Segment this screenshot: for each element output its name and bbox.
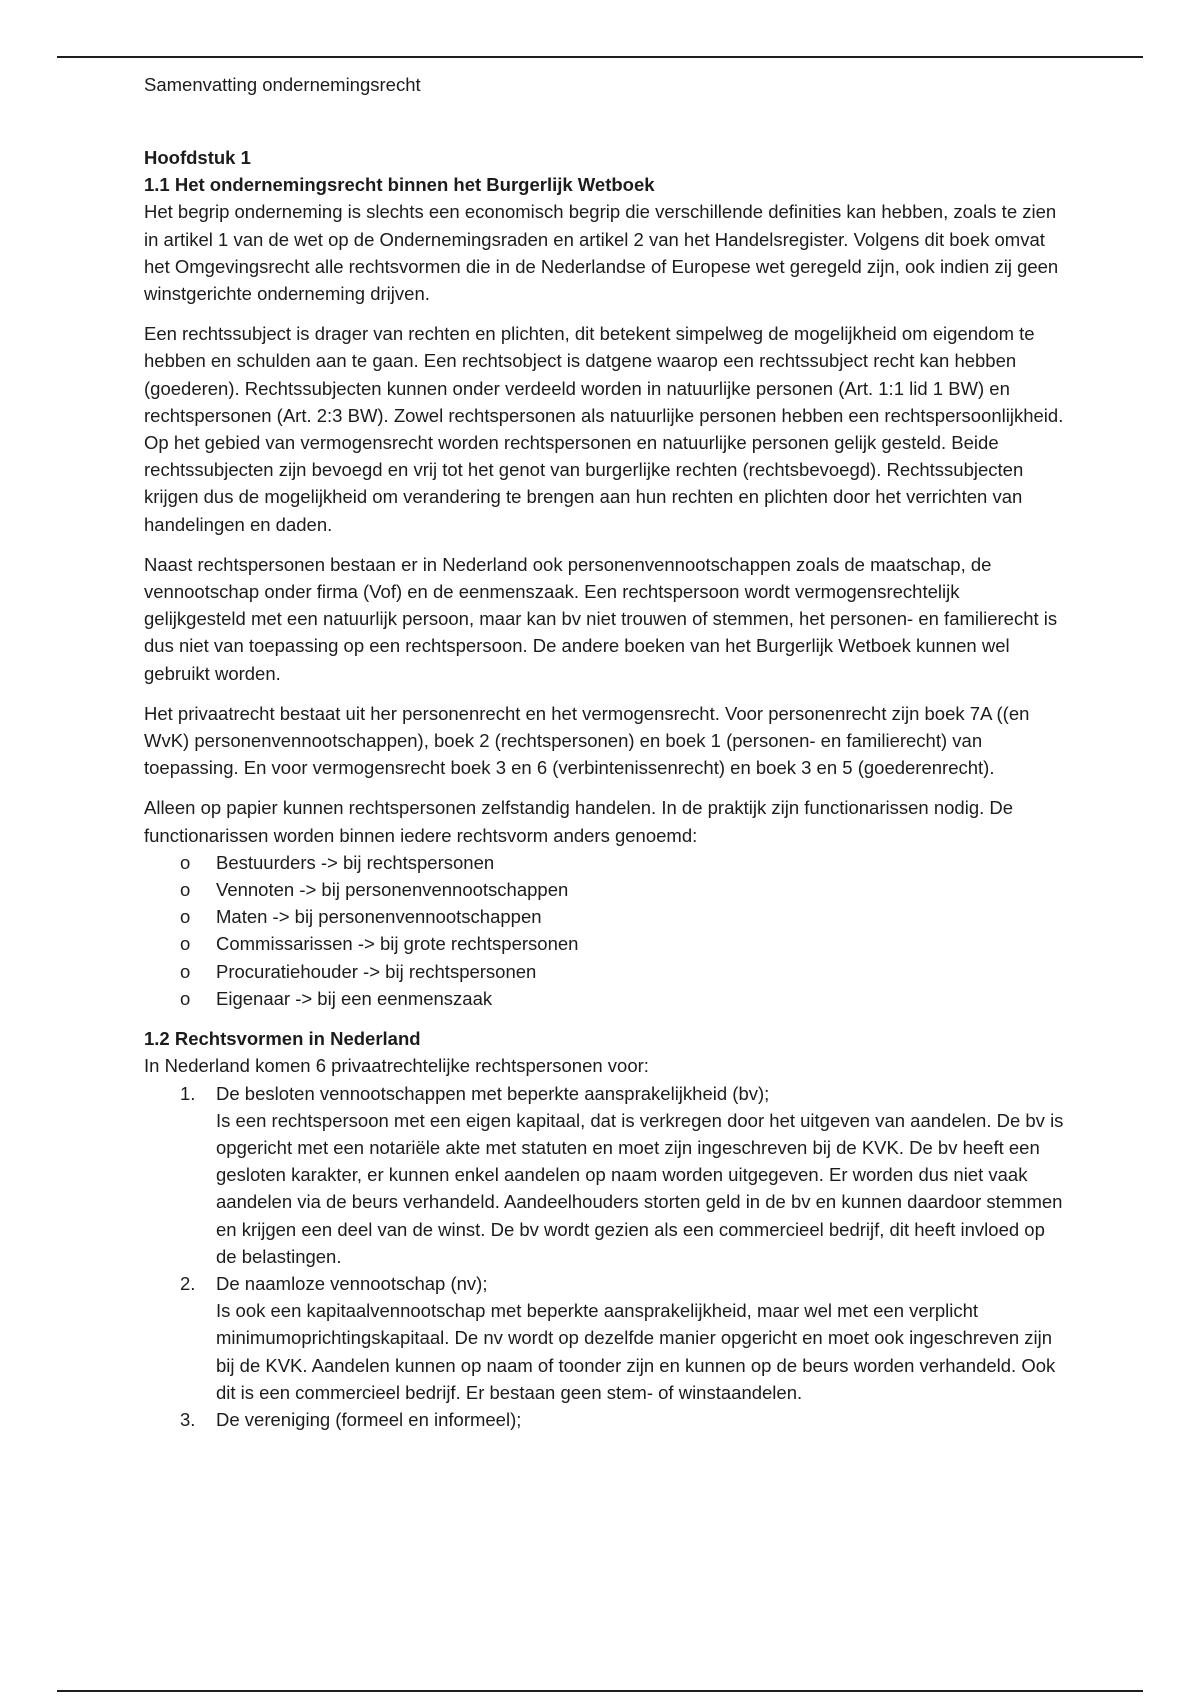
bullet-marker: o (180, 906, 191, 928)
item-body: Is ook een kapitaalvennootschap met beperkte aansprakelijkheid, maar wel met een verplicht minimumoprichtingskapitaal. De nv wordt op dezelfde manier opgericht en moet ook ingeschreven zijn bij de KVK. Aandelen kunnen op naam of toonder zijn en kunnen op de beurs worden verhandeld. Ook dit is een commercieel bedrijf. Er bestaan geen stem- of winstaandelen. (216, 1300, 1056, 1403)
section-heading-1-2: 1.2 Rechtsvormen in Nederland (144, 1028, 421, 1050)
list-item (144, 930, 1064, 957)
paragraph: Naast rechtspersonen bestaan er in Nederland ook personenvennootschappen zoals de maatschap, de vennootschap onder firma (Vof) en de eenmenszaak. Een rechtspersoon wordt vermogensrechtelijk gelijkgesteld met een natuurlijk persoon, maar kan bv niet trouwen of stemmen, het personen- en familierecht is dus niet van toepassing op een rechtspersoon. De andere boeken van het Burgerlijk Wetboek kunnen wel gebruikt worden. (144, 553, 1058, 684)
bullet-marker: o (180, 933, 191, 955)
chapter-title: Hoofdstuk 1 (144, 147, 251, 168)
list-item-text: Eigenaar -> bij een eenmenszaak (216, 987, 493, 1009)
bullet-marker: o (180, 851, 191, 873)
list-item (144, 1080, 1064, 1270)
functionaries-list (144, 849, 1064, 1012)
bullet-marker: o (180, 987, 191, 1009)
header-rule (57, 56, 1143, 58)
bullet-marker: o (180, 960, 191, 982)
list-item-text: Maten -> bij personenvennootschappen (216, 906, 542, 928)
bullet-marker: o (180, 879, 191, 901)
header-title: Samenvatting ondernemingsrecht (144, 74, 421, 95)
list-item-text: Bestuurders -> bij rechtspersonen (216, 851, 495, 873)
list-item (144, 985, 1064, 1012)
list-item-text: Vennoten -> bij personenvennootschappen (216, 879, 569, 901)
legal-forms-list (144, 1080, 1064, 1434)
paragraph: Het privaatrecht bestaat uit her personenrecht en het vermogensrecht. Voor personenrecht zijn boek 7A ((en WvK) personenvennootschappen), boek 2 (rechtspersonen) en boek 1 (personen- en familierecht) van toepassing. En voor vermogensrecht boek 3 en 6 (verbintenissenrecht) en boek 3 en 5 (goederenrecht). (144, 702, 1030, 779)
section-intro: In Nederland komen 6 privaatrechtelijke rechtspersonen voor: (144, 1055, 649, 1077)
list-item (144, 1406, 1064, 1433)
document-body (144, 144, 1064, 1433)
item-number: 2. (180, 1272, 196, 1294)
list-item (144, 958, 1064, 985)
section-heading-1-1: 1.1 Het ondernemingsrecht binnen het Burgerlijk Wetboek (144, 174, 655, 196)
list-item (144, 1270, 1064, 1406)
item-number: 1. (180, 1082, 196, 1104)
item-number: 3. (180, 1408, 196, 1430)
paragraph: Het begrip onderneming is slechts een economisch begrip die verschillende definities kan hebben, zoals te zien in artikel 1 van de wet op de Ondernemingsraden en artikel 2 van het Handelsregister. Volgens dit boek omvat het Omgevingsrecht alle rechtsvormen die in de Nederlandse of Europese wet geregeld zijn, ook indien zij geen winstgerichte onderneming drijven. (144, 201, 1059, 305)
list-item-text: Procuratiehouder -> bij rechtspersonen (216, 960, 537, 982)
item-body: Is een rechtspersoon met een eigen kapitaal, dat is verkregen door het uitgeven van aandelen. De bv is opgericht met een notariële akte met statuten en moet zijn ingeschreven bij de KVK. De bv heeft een gesloten karakter, er kunnen enkel aandelen op naam worden uitgegeven. Er worden dus niet vaak aandelen via de beurs verhandeld. Aandeelhouders storten geld in de bv en kunnen daardoor stemmen en krijgen een deel van de winst. De bv wordt gezien als een commercieel bedrijf, dit heeft invloed op de belastingen. (216, 1109, 1064, 1267)
paragraph: Alleen op papier kunnen rechtspersonen zelfstandig handelen. In de praktijk zijn functionarissen nodig. De functionarissen worden binnen iedere rechtsvorm anders genoemd: (144, 797, 1014, 846)
item-title: De vereniging (formeel en informeel); (216, 1408, 522, 1430)
paragraph: Een rechtssubject is drager van rechten en plichten, dit betekent simpelweg de mogelijkheid om eigendom te hebben en schulden aan te gaan. Een rechtsobject is datgene waarop een rechtssubject recht kan hebben (goederen). Rechtssubjecten kunnen onder verdeeld worden in natuurlijke personen (Art. 1:1 lid 1 BW) en rechtspersonen (Art. 2:3 BW). Zowel rechtspersonen als natuurlijke personen hebben een rechtspersoonlijkheid. Op het gebied van vermogensrecht worden rechtspersonen en natuurlijke personen gelijk gesteld. Beide rechtssubjecten zijn bevoegd en vrij tot het genot van burgerlijke rechten (rechtsbevoegd). Rechtssubjecten krijgen dus de mogelijkheid om verandering te brengen aan hun rechten en plichten door het verrichten van handelingen en daden. (144, 323, 1064, 535)
document-header (144, 73, 421, 97)
item-title: De besloten vennootschappen met beperkte aansprakelijkheid (bv); (216, 1082, 770, 1104)
item-title: De naamloze vennootschap (nv); (216, 1272, 488, 1294)
list-item (144, 876, 1064, 903)
list-item (144, 903, 1064, 930)
list-item (144, 849, 1064, 876)
footer-rule (57, 1690, 1143, 1692)
list-item-text: Commissarissen -> bij grote rechtspersonen (216, 933, 579, 955)
